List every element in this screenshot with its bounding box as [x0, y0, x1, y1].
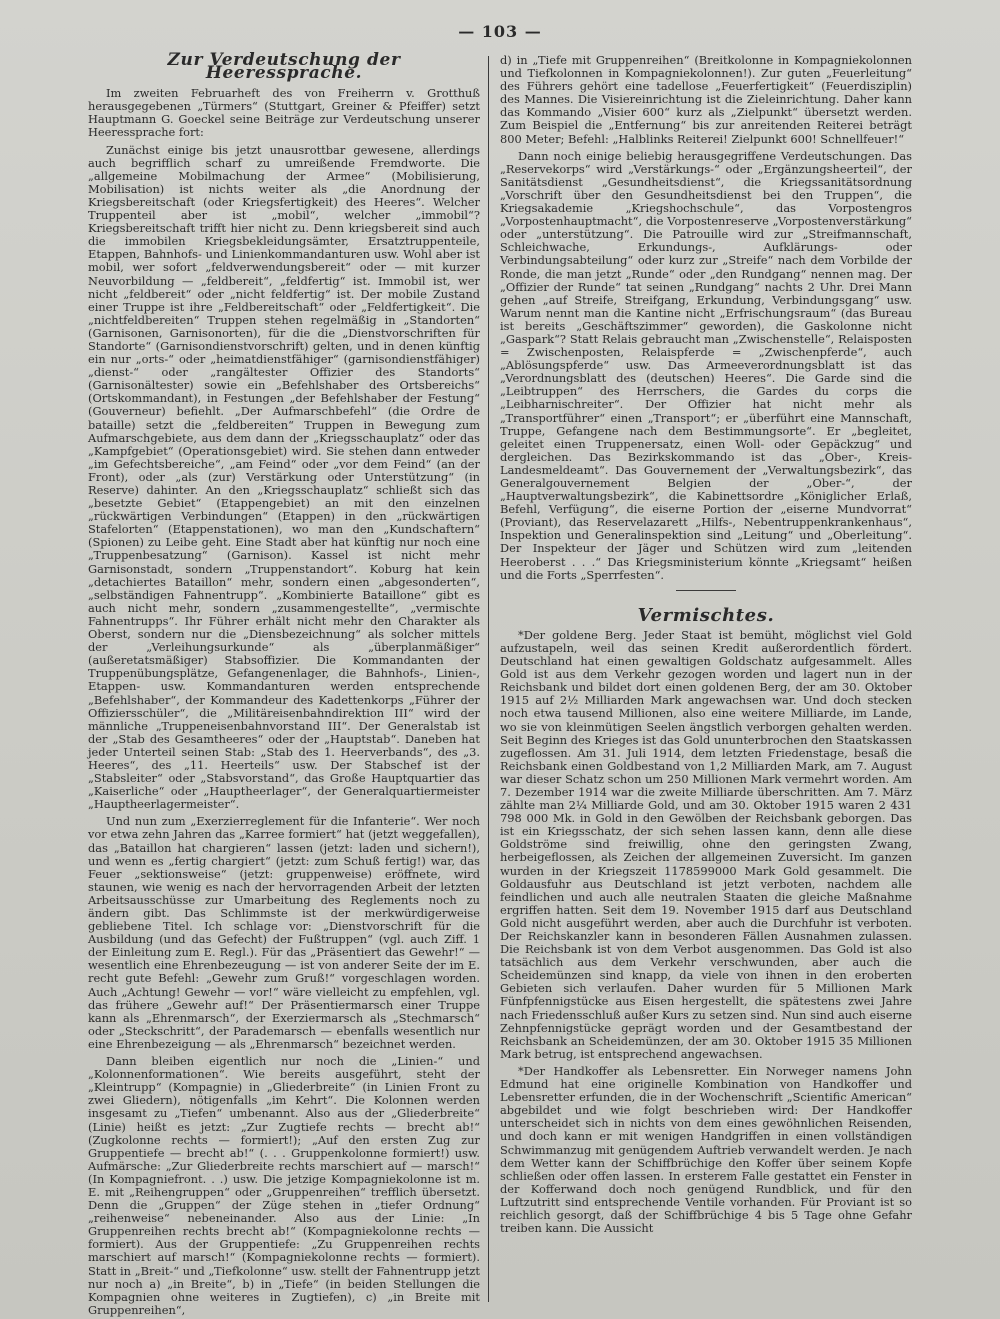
- left-column: [88, 50, 480, 1317]
- page-number: — 103 —: [458, 22, 542, 41]
- column-divider: [488, 56, 489, 1302]
- article-paragraph: Zunächst einige bis jetzt unausrottbar gewesene, allerdings auch begrifflich scharf zu umreißende Fremdworte. Die „allgemeine Mobilmachung der Armee“ (Mobilisierung, Mobilisation) ist nichts weiter als „die Anordnung der Kriegsbereitschaft (oder Kriegsfertigkeit) des Heeres“. Welcher Truppenteil aber ist „mobil“, welcher „immobil“? Kriegsbereitschaft trifft hier nicht zu. Denn kriegsbereit sind auch die immobilen Kriegsbekleidungsämter, Ersatztruppenteile, Etappen, Bahnhofs- und Linienkommandanturen usw. Wohl aber ist mobil, wer sofort „feldverwendungsbereit“ oder — mit kurzer Neuvorbildung — „feldbereit“, „feldfertig“ ist. Immobil ist, wer nicht „feldbereit“ oder „nicht feldfertig“ ist. Der mobile Zustand einer Truppe ist ihre „Feldbereitschaft“ oder „Feldfertigkeit“. Die „nichtfeldbereiten“ Truppen stehen regelmäßig in „Standorten“ (Garnisonen, Garnisonorten), für die die „Dienstvorschriften für Standorte“ (Garnisondienstvorschrift) gelten, und in denen künftig ein nur „orts-“ oder „heimatdienstfähiger“ (garnisondienstfähiger) „dienst-“ oder „rangältester Offizier des Standorts“ (Garnisonältester) sowie ein „Befehlshaber des Ortsbereichs“ (Ortskommandant), in Festungen „der Befehlshaber der Festung“ (Gouverneur) befiehlt. „Der Aufmarschbefehl“ (die Ordre de bataille) setzt die „feldbereiten“ Truppen in Bewegung zum Aufmarschgebiete, aus dem dann der „Kriegsschauplatz“ oder das „Kampfgebiet“ (Operationsgebiet) wird. Sie stehen dann entweder „im Gefechtsbereiche“, „am Feind“ oder „vor dem Feind“ (an der Front), oder „als (zur) Verstärkung oder Unterstützung“ (in Reserve) dahinter. An den „Kriegsschauplatz“ schließt sich das „besetzte Gebiet“ (Etappengebiet) an mit den einzelnen „rückwärtigen Verbindungen“ (Etappen) in den „rückwärtigen Stafelorten“ (Etappenstationen), wo man den „Kundschaftern“ (Spionen) zu Leibe geht. Eine Stadt aber hat künftig nur noch eine „Truppenbesatzung“ (Garnison). Kassel ist nicht mehr Garnisonstadt, sondern „Truppenstandort“. Koburg hat kein „detachiertes Bataillon“ mehr, sondern einen „abgesonderten“, „selbständigen Fahnentrupp“. „Kombinierte Bataillone“ gibt es auch nicht mehr, sondern „zusammengestellte“, „vermischte Fahnentrupps“. Ihr Führer erhält nicht mehr den Charakter als Oberst, sondern nur die „Diensbezeichnung“ als solcher mittels der „Verleihungsurkunde“ als „überplanmäßiger“ (außeretatsmäßiger) Stabsoffizier. Die Kommandanten der Truppenübungsplätze, Gefangenenlager, die Bahnhofs-, Linien-, Etappen- usw. Kommandanturen werden entsprechende „Befehlshaber“, der Kommandeur des Kadettenkorps „Führer der Offiziersschüler“, die „Militäreisenbahndirektion III“ wird der männliche „Truppeneisenbahnvorstand III“. Der Generalstab ist der „Stab des Gesamtheeres“ oder der „Hauptstab“. Daneben hat jeder Unterteil seinen Stab: „Stab des 1. Heerverbands“, des „3. Heeres“, des „11. Heerteils“ usw. Der Stabschef ist der „Stabsleiter“ oder „Stabsvorstand“, das Große Hauptquartier das „Kaiserliche“ oder „Hauptheerlager“, der Generalquartiermeister „Hauptheerlagermeister“.: [88, 142, 480, 812]
- misc-item-golden-mountain: *Der goldene Berg. Jeder Staat ist bemüht, möglichst viel Gold aufzustapeln, weil das seinen Kredit außerordentlich fördert. Deutschland hat einen gewaltigen Goldschatz aufgesammelt. Alles Gold ist aus dem Verkehr gezogen worden und lagert nun in der Reichsbank und bildet dort einen goldenen Berg, der am 30. Oktober 1915 auf 2½ Milliarden Mark angewachsen war. Und doch stecken noch etwa tausend Millionen, also eine weitere Milliarde, im Lande, wo sie von kleinmütigen Seelen ängstlich verborgen gehalten werden. Seit Beginn des Krieges ist das Gold ununterbrochen den Staatskassen zugeflossen. Am 31. Juli 1914, dem letzten Friedenstage, besaß die Reichsbank einen Goldbestand von 1,2 Milliarden Mark, am 7. August war dieser Schatz schon um 250 Millionen Mark vermehrt worden. Am 7. Dezember 1914 war die zweite Milliarde überschritten. Am 7. März zählte man 2¼ Milliarde Gold, und am 30. Oktober 1915 waren 2 431 798 000 Mk. in Gold in den Gewölben der Reichsbank geborgen. Das ist ein Kriegsschatz, der sich sehen lassen kann, denn alle diese Goldströme sind freiwillig, ohne den geringsten Zwang, herbeigeflossen, als Zeichen der allgemeinen Zuversicht. Im ganzen wurden in der Kriegszeit 1178599000 Mark Gold gesammelt. Die Goldausfuhr aus Deutschland ist jetzt verboten, nachdem alle feindlichen und auch alle neutralen Staaten die gleiche Maßnahme ergriffen hatten. Seit dem 19. November 1915 darf aus Deutschland Gold nicht ausgeführt werden, aber auch die Durchfuhr ist verboten. Der Reichskanzler kann in besonderen Fällen Ausnahmen zulassen. Die Reichsbank ist von dem Verbot ausgenommen. Das Gold ist also tatsächlich aus dem Verkehr verschwunden, aber auch die Scheidemünzen sind knapp, da viele von ihnen in den eroberten Gebieten sich verlaufen. Daher wurden für 5 Millionen Mark Fünfpfennigstücke aus Eisen hergestellt, die spätestens zwei Jahre nach Friedensschluß außer Kurs zu setzen sind. Nun sind auch eiserne Zehnpfennigstücke geprägt worden und der Gesamtbestand der Reichsbank an Scheidemünzen, der am 30. Oktober 1915 35 Millionen Mark betrug, ist entsprechend angewachsen.: [500, 627, 912, 1061]
- right-column: [500, 54, 912, 1304]
- article-paragraph: Dann noch einige beliebig herausgegriffene Verdeutschungen. Das „Reservekorps“ wird „Verstärkungs-“ oder „Ergänzungsheerteil“, der Sanitätsdienst „Gesundheitsdienst“, die Kriegssanitätsordnung „Vorschrift über den Gesundheitsdienst bei den Truppen“, die Kriegsakademie „Kriegshochschule“, das Vorpostengros „Vorpostenhauptmacht“, die Vorpostenreserve „Vorpostenverstärkung“ oder „unterstützung“. Die Patrouille wird zur „Streifmannschaft, Schleichwache, Erkundungs-, Aufklärungs- oder Verbindungsabteilung“ oder kurz zur „Streife“ nach dem Vorbilde der Ronde, die man jetzt „Runde“ oder „den Rundgang“ nennen mag. Der „Offizier der Runde“ tat seinen „Rundgang“ nachts 2 Uhr. Drei Mann gehen „auf Streife, Streifgang, Erkundung, Verbindungsgang“ usw. Warum nennt man die Kantine nicht „Erfrischungsraum“ (das Bureau ist bereits „Geschäftszimmer“ geworden), die Gaskolonne nicht „Gaspark“? Statt Relais gebraucht man „Zwischenstelle“, Relaisposten = Zwischenposten, Relaispferde = „Zwischenpferde“, auch „Ablösungspferde“ usw. Das Armeeverordnungsblatt ist das „Verordnungsblatt des (deutschen) Heeres“. Die Garde sind die „Leibtruppen“ des Herrschers, die Gardes du corps die „Leibharnischreiter“. Der Offizier hat nicht mehr als „Transportführer“ einen „Transport“; er „überführt eine Mannschaft, Truppe, Gefangene nach dem Bestimmungsorte“. Er „begleitet, geleitet einen Truppenersatz, einen Woll- oder Gepäckzug“ und dergleichen. Das Bezirkskommando ist das „Ober-, Kreis-Landesmeldeamt“. Das Gouvernement der „Verwaltungsbezirk“, das Generalgouvernement Belgien der „Ober-“, der „Hauptverwaltungsbezirk“, die Kabinettsordre „Königlicher Erlaß, Befehl, Verfügung“, die eiserne Portion der „eiserne Mundvorrat“ (Proviant), das Reservelazarett „Hilfs-, Nebentruppenkrankenhaus“, Inspektion und Generalinspektion sind „Leitung“ und „Oberleitung“. Der Inspekteur der Jäger und Schützen wird zum „leitenden Heeroberst . . .“ Das Kriegsministerium könnte „Kriegsamt“ heißen und die Forts „Sperrfesten“.: [500, 148, 912, 582]
- section-divider: [676, 590, 736, 591]
- article-continuation: d) in „Tiefe mit Gruppenreihen“ (Breitkolonne in Kompagniekolonnen und Tiefkolonnen in Kompagniekolonnen!). Zur guten „Feuerleitung“ des Führers gehört eine tadellose „Feuerfertigkeit“ (Feuerdisziplin) des Mannes. Die Visiereinrichtung ist die Zieleinrichtung. Daher kann das Kommando „Visier 600“ kurz als „Zielpunkt“ übersetzt werden. Zum Beispiel die „Entfernung“ bis zur anreitenden Reiterei beträgt 800 Meter; Befehl: „Halblinks Reiterei! Zielpunkt 600! Schnellfeuer!“: [500, 53, 912, 146]
- article-paragraph: Dann bleiben eigentlich nur noch die „Linien-“ und „Kolonnenformationen“. Wie bereits ausgeführt, steht der „Kleintrupp“ (Kompagnie) in „Gliederbreite“ (in Linien Front zu zwei Gliedern), nötigenfalls „im Kehrt“. Die Kolonnen werden insgesamt zu „Tiefen“ umbenannt. Also aus der „Gliederbreite“ (Linie) heißt es jetzt: „Zur Zugtiefe rechts — brecht ab!“ (Zugkolonne rechts — formiert!); „Auf den ersten Zug zur Gruppentiefe — brecht ab!“ (. . . Gruppenkolonne formiert!) usw. Aufmärsche: „Zur Gliederbreite rechts marschiert auf — marsch!“ (In Kompagniefront. . .) usw. Die jetzige Kompagniekolonne ist m. E. mit „Reihengruppen“ oder „Gruppenreihen“ trefflich übersetzt. Denn die „Gruppen“ der Züge stehen in „tiefer Ordnung“ „reihenweise“ nebeneinander. Also aus der Linie: „In Gruppenreihen rechts brecht ab!“ (Kompagniekolonne rechts — formiert). Aus der Gruppentiefe: „Zu Gruppenreihen rechts marschiert auf marsch!“ (Kompagniekolonne rechts — formiert). Statt in „Breit-“ und „Tiefkolonne“ usw. stellt der Fahnentrupp jetzt nur noch a) „in Breite“, b) in „Tiefe“ (in beiden Stellungen die Kompagnien ohne weiteres in Zugtiefen), c) „in Breite mit Gruppenreihen“,: [88, 1054, 480, 1317]
- misc-item-suitcase-lifesaver: *Der Handkoffer als Lebensretter. Ein Norweger namens John Edmund hat eine originelle Kombination von Handkoffer und Lebensretter erfunden, die in der Wochenschrift „Scientific American“ abgebildet und wie folgt beschrieben wird: Der Handkoffer unterscheidet sich in nichts von dem eines gewöhnlichen Reisenden, und doch kann er mit wenigen Handgriffen in einen vollständigen Schwimmanzug mit genügendem Auftrieb verwandelt werden. Je nach dem Wetter kann der Schiffbrüchige den Koffer über seinem Kopfe schließen oder offen lassen. In ersterem Falle gestattet ein Fenster in der Kofferwand doch noch genügend Rundblick, und für den Luftzutritt sind entsprechende Ventile vorhanden. Für Proviant ist so reichlich gesorgt, daß der Schiffbrüchige 4 bis 5 Tage ohne Gefahr treiben kann. Die Aussicht: [500, 1063, 912, 1236]
- article-paragraph: Und nun zum „Exerzierreglement für die Infanterie“. Wer noch vor etwa zehn Jahren das „Karree formiert“ hat (jetzt weggefallen), das „Bataillon hat chargieren“ lassen (jetzt: laden und sichern!), und wenn es „fertig chargiert“ (jetzt: zum Schuß fertig!) war, das Feuer „sektionsweise“ (jetzt: gruppenweise) eröffnete, wird staunen, wie wenig es nach der hervorragenden Arbeit der letzten Arbeitsausschüsse zur Umarbeitung des Reglements noch zu ändern gibt. Das Schlimmste ist der merkwürdigerweise gebliebene Titel. Ich schlage vor: „Dienstvorschrift für die Ausbildung (und das Gefecht) der Fußtruppen“ (vgl. auch Ziff. 1 der Einleitung zum E. Regl.). Für das „Präsentiert das Gewehr!“ — wesentlich eine Ehrenbezeugung — ist von anderer Seite der im E. recht gute Befehl: „Gewehr zum Gruß!“ vorgeschlagen worden. Auch „Achtung! Gewehr — vor!“ wäre vielleicht zu empfehlen, vgl. das frühere „Gewehr auf!“ Der Präsentiermarsch einer Truppe kann als „Ehrenmarsch“, der Exerziermarsch als „Stechmarsch“ oder „Steckschritt“, der Parademarsch — ebenfalls wesentlich nur eine Ehrenbezeigung — als „Ehrenmarsch“ bezeichnet werden.: [88, 814, 480, 1051]
- section-heading-vermischtes: Vermischtes.: [637, 604, 775, 626]
- article-paragraph: Im zweiten Februarheft des von Freiherrn v. Grotthuß herausgegebenen „Türmers“ (Stuttgart, Greiner & Pfeiffer) setzt Hauptmann G. Goeckel seine Beiträge zur Verdeutschung unserer Heeressprache fort:: [88, 86, 480, 140]
- article-heading: Zur Verdeutschung der Heeressprache.: [167, 50, 401, 84]
